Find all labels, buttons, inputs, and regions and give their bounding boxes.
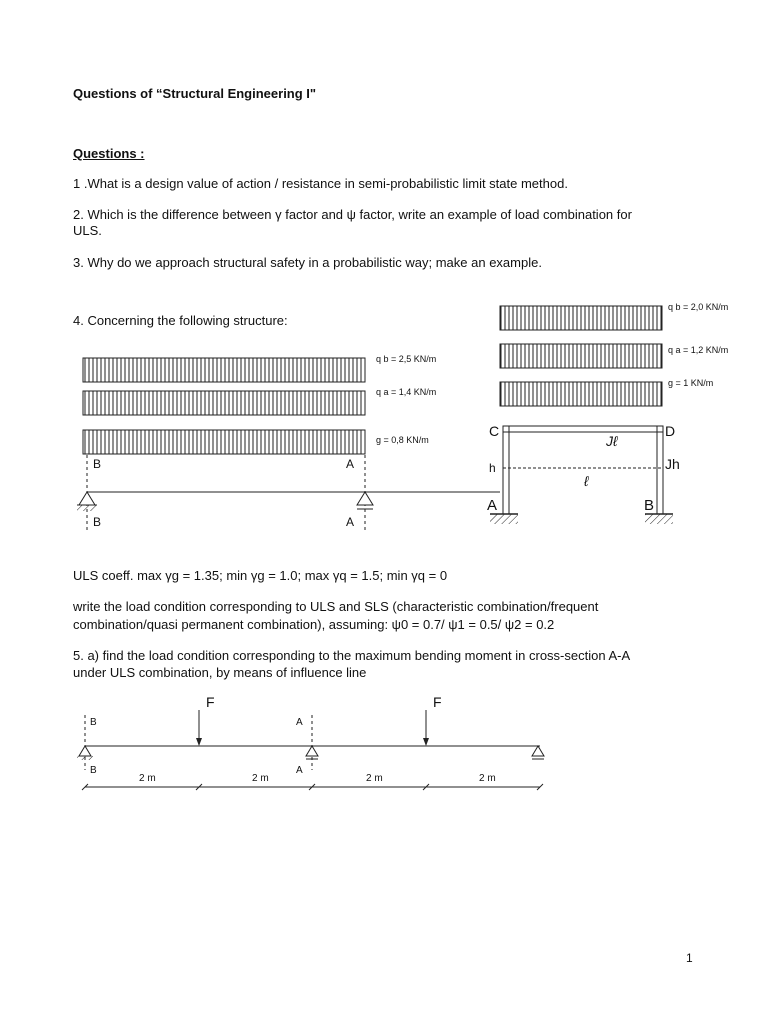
write-load-line-2: combination/quasi permanent combination), assuming: ψ0 = 0.7/ ψ1 = 0.5/ ψ2 = 0.2	[73, 617, 555, 632]
document-title: Questions of “Structural Engineering I"	[73, 86, 317, 101]
question-1: 1 .What is a design value of action / resistance in semi-probabilistic limit state method.	[73, 176, 568, 191]
beam-load-qa-label: q a = 1,4 KN/m	[376, 387, 437, 397]
beam-load-g-label: g = 0,8 KN/m	[376, 435, 429, 445]
beam-load-g	[83, 430, 365, 454]
beam-label-b-bottom: B	[93, 515, 102, 529]
beam-load-qb-label: q b = 2,5 KN/m	[376, 354, 437, 364]
inf-dim-1: 2 m	[139, 773, 156, 784]
inf-label-b-top: B	[90, 717, 97, 728]
beam-label-a-top: A	[346, 457, 355, 471]
inf-force-arrow-2	[423, 710, 429, 746]
beam-label-b-top: B	[93, 457, 102, 471]
inf-dim-2: 2 m	[252, 773, 269, 784]
frame-label-jh: Jh	[665, 456, 680, 472]
question-5-line-2: under ULS combination, by means of influence line	[73, 665, 367, 680]
question-2-line-2: ULS.	[73, 223, 102, 238]
frame-load-qa-label: q a = 1,2 KN/m	[668, 345, 729, 355]
frame-label-d: D	[665, 423, 676, 439]
frame-load-qa	[500, 344, 662, 368]
frame-label-l: ℓ	[584, 473, 589, 489]
beam-load-qb	[83, 358, 365, 382]
frame-load-g-label: g = 1 KN/m	[668, 378, 714, 388]
question-2-line-1: 2. Which is the difference between γ factor and ψ factor, write an example of load combination for	[73, 207, 632, 222]
beam-support-b	[77, 492, 97, 511]
inf-dim-4: 2 m	[479, 773, 496, 784]
inf-force-label-2: F	[433, 694, 442, 710]
frame-label-a: A	[487, 497, 498, 514]
uls-coefficients: ULS coeff. max γg = 1.35; min γg = 1.0; max γq = 1.5; min γq = 0	[73, 568, 448, 583]
frame-load-qb	[500, 306, 662, 330]
inf-force-label-1: F	[206, 694, 215, 710]
frame-load-g	[500, 382, 662, 406]
question-5-line-1: 5. a) find the load condition corresponding to the maximum bending moment in cross-section A-A	[73, 648, 631, 663]
inf-support-a	[306, 746, 318, 759]
inf-label-a-top: A	[296, 717, 303, 728]
inf-label-a-bottom: A	[296, 765, 303, 776]
beam-load-qa	[83, 391, 365, 415]
inf-support-b	[77, 746, 93, 760]
inf-label-b-bottom: B	[90, 765, 97, 776]
beam-support-a	[357, 492, 373, 509]
beam-label-a-bottom: A	[346, 515, 355, 529]
write-load-line-1: write the load condition corresponding to ULS and SLS (characteristic combination/frequent	[73, 599, 599, 614]
questions-heading: Questions :	[73, 146, 145, 161]
frame-label-b: B	[644, 497, 655, 514]
question-3: 3. Why do we approach structural safety in a probabilistic way; make an example.	[73, 255, 542, 270]
page-number: 1	[686, 951, 693, 965]
inf-support-end	[532, 746, 544, 759]
question-4: 4. Concerning the following structure:	[73, 313, 288, 328]
inf-force-arrow-1	[196, 710, 202, 746]
frame-label-c: C	[489, 423, 500, 439]
frame-label-h: h	[489, 461, 496, 475]
frame-label-jl: Jℓ	[606, 433, 618, 449]
inf-dim-3: 2 m	[366, 773, 383, 784]
frame-load-qb-label: q b = 2,0 KN/m	[668, 302, 729, 312]
